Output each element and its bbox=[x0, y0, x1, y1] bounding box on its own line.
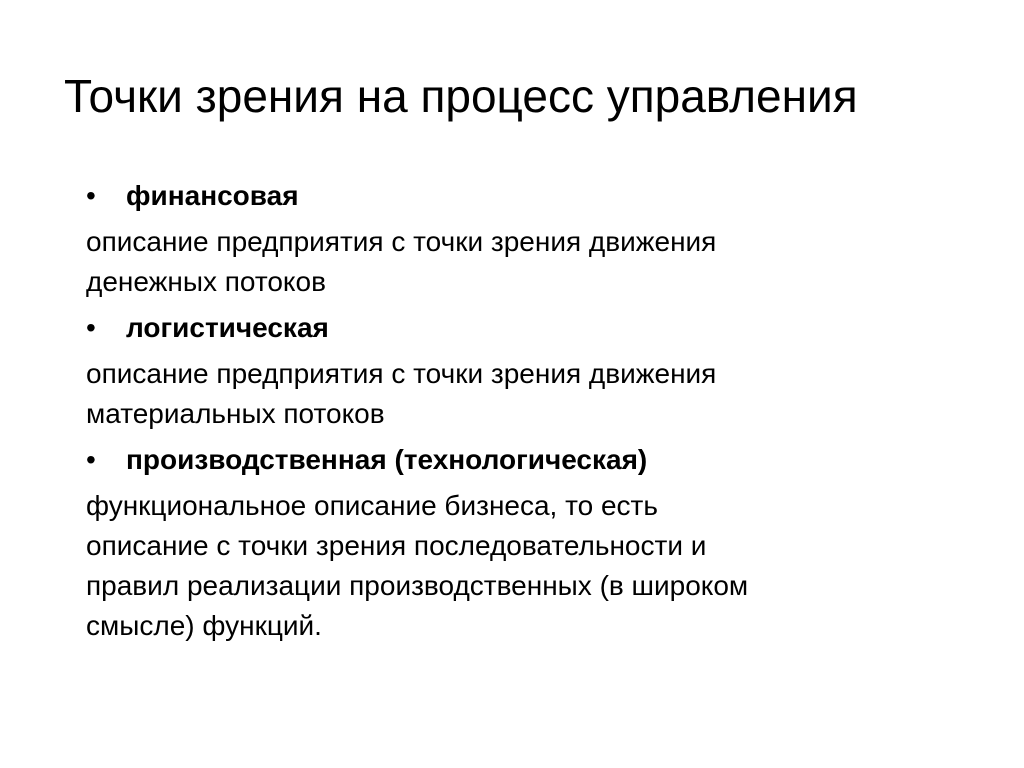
description-line: смысле) функций. bbox=[86, 610, 322, 641]
description-line: описание с точки зрения последовательности и bbox=[86, 530, 707, 561]
description-line: описание предприятия с точки зрения движения bbox=[86, 358, 717, 389]
description-line: правил реализации производственных (в широком bbox=[86, 570, 749, 601]
bullet-heading: логистическая bbox=[126, 312, 329, 343]
bullet-icon: • bbox=[86, 180, 96, 211]
bullet-item-financial bbox=[86, 176, 966, 216]
bullet-icon: • bbox=[86, 312, 96, 343]
slide-title: Точки зрения на процесс управления bbox=[64, 70, 858, 122]
description-line: материальных потоков bbox=[86, 398, 385, 429]
bullet-heading: финансовая bbox=[126, 180, 299, 211]
bullet-item-production bbox=[86, 440, 966, 480]
description-line: описание предприятия с точки зрения движения bbox=[86, 226, 717, 257]
bullet-heading: производственная (технологическая) bbox=[126, 444, 648, 475]
bullet-description bbox=[86, 354, 966, 434]
bullet-description bbox=[86, 486, 966, 646]
slide-content bbox=[86, 170, 966, 648]
description-line: денежных потоков bbox=[86, 266, 326, 297]
bullet-item-logistic bbox=[86, 308, 966, 348]
description-line: функциональное описание бизнеса, то есть bbox=[86, 490, 658, 521]
bullet-icon: • bbox=[86, 444, 96, 475]
bullet-description bbox=[86, 222, 966, 302]
